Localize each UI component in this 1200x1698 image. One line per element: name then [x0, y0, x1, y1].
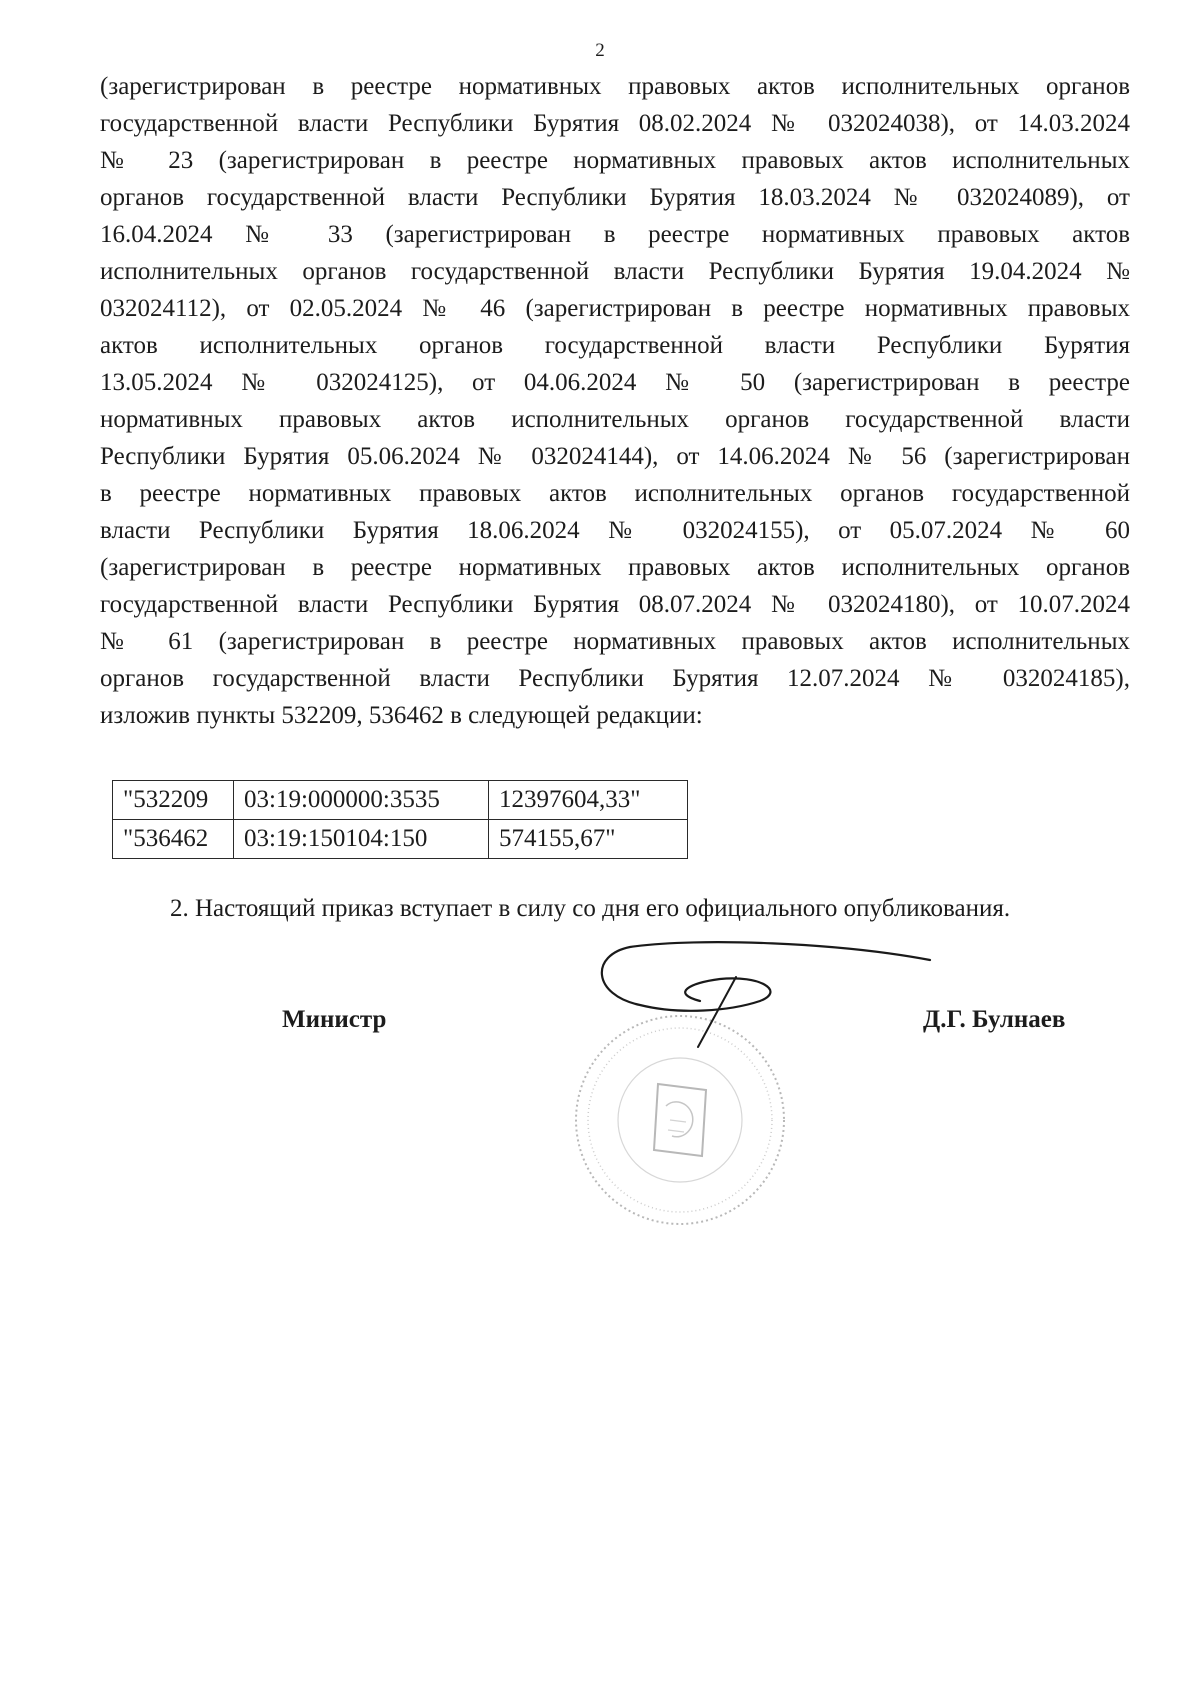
- body-line: (зарегистрирован в реестре нормативных правовых актов исполнительных органов: [100, 73, 1130, 100]
- body-line: № 23 (зарегистрирован в реестре нормативных правовых актов исполнительных: [100, 147, 1130, 174]
- table-row: [113, 781, 688, 820]
- body-line: государственной власти Республики Бурятия 08.07.2024 № 032024180), от 10.07.2024: [100, 591, 1130, 618]
- body-paragraph: [100, 68, 1130, 734]
- body-line: (зарегистрирован в реестре нормативных правовых актов исполнительных органов: [100, 554, 1130, 581]
- table-cell-item-number: "536462: [113, 820, 234, 859]
- table-cell-item-number: "532209: [113, 781, 234, 820]
- body-line: в реестре нормативных правовых актов исполнительных органов государственной: [100, 480, 1130, 507]
- table-cell-value: 574155,67": [489, 820, 688, 859]
- body-line: Республики Бурятия 05.06.2024 № 032024144), от 14.06.2024 № 56 (зарегистрирован: [100, 443, 1130, 470]
- signatory-title: Министр: [282, 1006, 387, 1033]
- table-row: [113, 820, 688, 859]
- body-line: 032024112), от 02.05.2024 № 46 (зарегистрирован в реестре нормативных правовых: [100, 295, 1130, 322]
- effective-date-paragraph: 2. Настоящий приказ вступает в силу со дня его официального опубликования.: [170, 895, 1011, 922]
- body-line: актов исполнительных органов государственной власти Республики Бурятия: [100, 332, 1130, 359]
- body-line: 13.05.2024 № 032024125), от 04.06.2024 № 50 (зарегистрирован в реестре: [100, 369, 1130, 396]
- signatory-name: Д.Г. Булнаев: [923, 1006, 1066, 1033]
- body-line: исполнительных органов государственной власти Республики Бурятия 19.04.2024 №: [100, 258, 1130, 285]
- body-line: власти Республики Бурятия 18.06.2024 № 032024155), от 05.07.2024 № 60: [100, 517, 1130, 544]
- body-line: органов государственной власти Республики Бурятия 12.07.2024 № 032024185),: [100, 665, 1130, 692]
- body-line: № 61 (зарегистрирован в реестре нормативных правовых актов исполнительных: [100, 628, 1130, 655]
- body-line: органов государственной власти Республики Бурятия 18.03.2024 № 032024089), от: [100, 184, 1130, 211]
- body-line: нормативных правовых актов исполнительных органов государственной власти: [100, 406, 1130, 433]
- table-cell-cadastral-number: 03:19:150104:150: [234, 820, 489, 859]
- handwritten-signature-icon: [590, 935, 940, 1055]
- items-table: [112, 780, 688, 859]
- body-line: изложив пункты 532209, 536462 в следующей редакции:: [100, 702, 703, 729]
- body-line: государственной власти Республики Бурятия 08.02.2024 № 032024038), от 14.03.2024: [100, 110, 1130, 137]
- body-line: 16.04.2024 № 33 (зарегистрирован в реестре нормативных правовых актов: [100, 221, 1130, 248]
- table-cell-cadastral-number: 03:19:000000:3535: [234, 781, 489, 820]
- page-number: 2: [595, 40, 605, 61]
- table-cell-value: 12397604,33": [489, 781, 688, 820]
